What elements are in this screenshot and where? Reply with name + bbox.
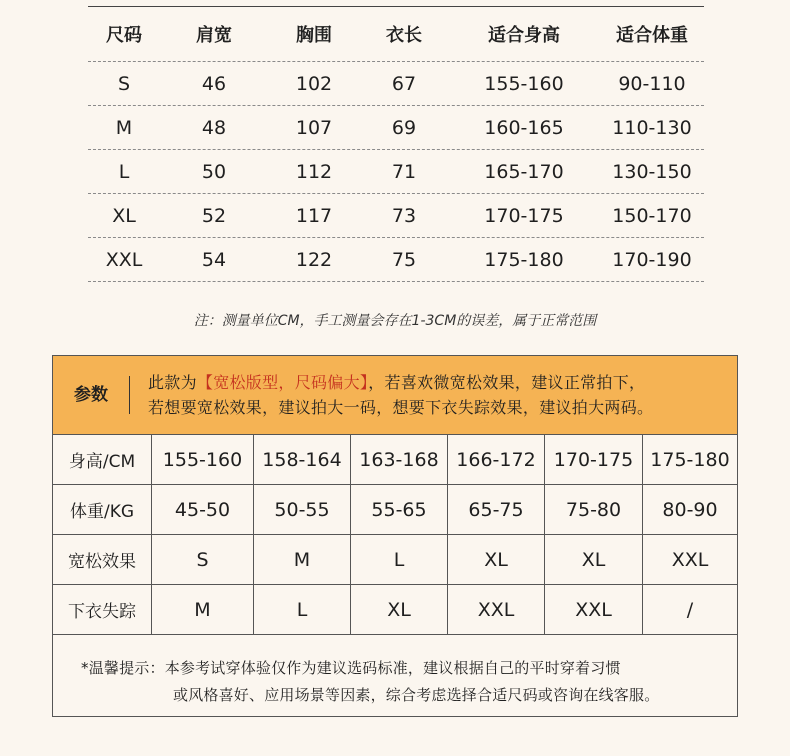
weight-cell: 90-110: [618, 72, 686, 95]
oversized-size: XXL: [448, 585, 545, 635]
tip-line-2: 或风格喜好、应用场景等因素，综合考虑选择合适尺码或咨询在线客服。: [173, 686, 660, 704]
chest-cell: 102: [295, 72, 333, 95]
height-cell: 175-180: [484, 248, 564, 271]
weight-value: 80-90: [643, 485, 737, 535]
weight-cell: 170-190: [612, 248, 692, 271]
header-weight: 适合体重: [616, 25, 688, 46]
weight-value: 75-80: [545, 485, 643, 535]
header-length: 衣长: [386, 25, 422, 46]
header-shoulder: 肩宽: [196, 25, 232, 46]
size-cell: XL: [112, 204, 136, 227]
row-label-weight: 体重/KG: [53, 485, 152, 535]
length-cell: 67: [391, 72, 417, 95]
shoulder-cell: 46: [201, 72, 227, 95]
size-chart-header-row: [88, 7, 704, 62]
param-label: 参数: [53, 376, 130, 414]
height-value: 166-172: [448, 435, 545, 485]
size-cell: S: [117, 72, 131, 95]
weight-cell: 150-170: [612, 204, 692, 227]
shoulder-cell: 48: [201, 116, 227, 139]
chest-cell: 112: [295, 160, 333, 183]
oversized-size: XXL: [545, 585, 643, 635]
fit-description-line-2: 若想要宽松效果，建议拍大一码，想要下衣失踪效果，建议拍大两码。: [148, 398, 654, 417]
chest-cell: 117: [295, 204, 333, 227]
header-size: 尺码: [106, 25, 142, 46]
size-cell: M: [115, 116, 133, 139]
height-value: 170-175: [545, 435, 643, 485]
weight-value: 50-55: [254, 485, 351, 535]
oversized-size: /: [643, 585, 737, 635]
height-value: 175-180: [643, 435, 737, 485]
chest-cell: 107: [295, 116, 333, 139]
row-label-loose-fit: 宽松效果: [53, 535, 152, 585]
table-row: [88, 238, 704, 282]
size-cell: XXL: [105, 248, 143, 271]
loose-fit-size: XXL: [643, 535, 737, 585]
length-cell: 75: [391, 248, 417, 271]
desc-post: ，若喜欢微宽松效果，建议正常拍下，: [368, 373, 646, 392]
row-label-oversized: 下衣失踪: [53, 585, 152, 635]
height-value: 163-168: [351, 435, 448, 485]
header-height: 适合身高: [488, 25, 560, 46]
weight-value: 65-75: [448, 485, 545, 535]
table-row: [88, 106, 704, 150]
table-row: [88, 150, 704, 194]
loose-fit-size: XL: [448, 535, 545, 585]
table-row: [88, 194, 704, 238]
table-row: [88, 62, 704, 106]
length-cell: 69: [391, 116, 417, 139]
loose-fit-size: M: [254, 535, 351, 585]
loose-fit-size: S: [152, 535, 254, 585]
weight-value: 55-65: [351, 485, 448, 535]
recommendation-table: [52, 355, 738, 717]
oversized-size: XL: [351, 585, 448, 635]
tip-line-1: *温馨提示：本参考试穿体验仅作为建议选码标准，建议根据自己的平时穿着习惯: [81, 659, 621, 677]
fit-description: [148, 370, 653, 420]
height-cell: 170-175: [484, 204, 564, 227]
recommendation-grid: [53, 435, 737, 635]
recommendation-header: [53, 356, 737, 435]
shoulder-cell: 52: [201, 204, 227, 227]
warm-tip: [53, 635, 737, 709]
loose-fit-size: L: [351, 535, 448, 585]
weight-value: 45-50: [152, 485, 254, 535]
length-cell: 73: [391, 204, 417, 227]
size-cell: L: [118, 160, 130, 183]
length-cell: 71: [391, 160, 417, 183]
height-value: 155-160: [152, 435, 254, 485]
row-label-height: 身高/CM: [53, 435, 152, 485]
header-chest: 胸围: [296, 25, 332, 46]
weight-cell: 130-150: [612, 160, 692, 183]
fit-description-line-1: [148, 370, 653, 395]
height-cell: 155-160: [484, 72, 564, 95]
size-chart-table: [88, 6, 704, 282]
height-cell: 165-170: [484, 160, 564, 183]
measurement-note: 注：测量单位CM，手工测量会存在1-3CM的误差，属于正常范围: [193, 313, 597, 329]
oversized-size: M: [152, 585, 254, 635]
shoulder-cell: 50: [201, 160, 227, 183]
desc-pre: 此款为: [148, 373, 197, 392]
shoulder-cell: 54: [201, 248, 227, 271]
weight-cell: 110-130: [612, 116, 692, 139]
chest-cell: 122: [295, 248, 333, 271]
oversized-size: L: [254, 585, 351, 635]
fit-highlight: 【宽松版型，尺码偏大】: [196, 373, 369, 392]
loose-fit-size: XL: [545, 535, 643, 585]
height-value: 158-164: [254, 435, 351, 485]
height-cell: 160-165: [484, 116, 564, 139]
